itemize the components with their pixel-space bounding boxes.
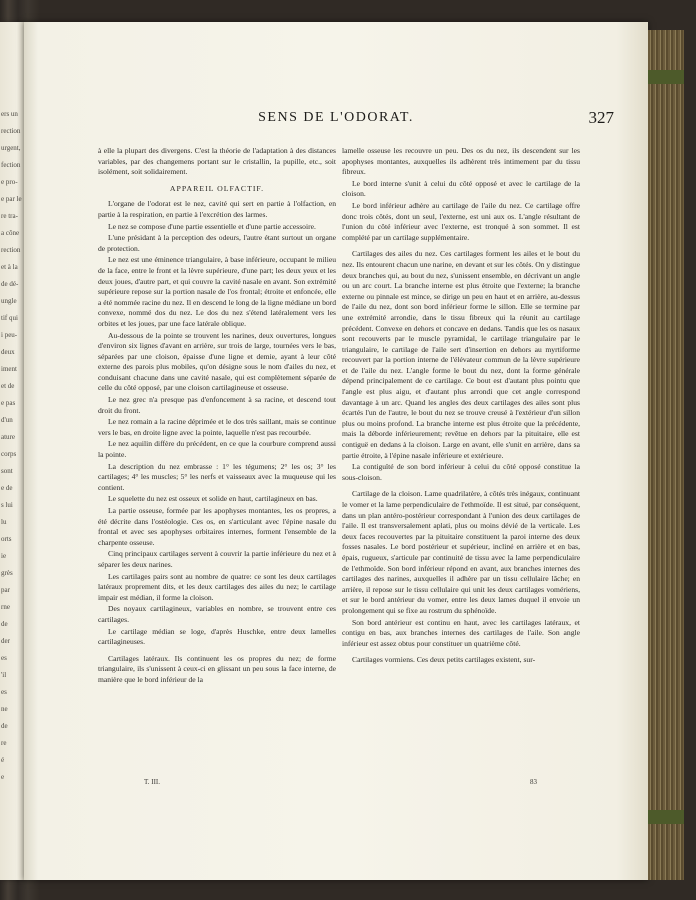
margin-text-fragment: rne xyxy=(1,603,10,611)
previous-page-edge xyxy=(0,22,24,880)
margin-text-fragment: é xyxy=(1,756,5,764)
paragraph: Son bord antérieur est continu en haut, avec les cartilages latéraux, et contigu en bas, aux branches internes des cartilages de l'aile. Son angle inférieur est assez obtus pour constituer un quatrième côté. xyxy=(342,617,580,648)
margin-text-fragment: re tra- xyxy=(1,212,18,220)
page-number: 327 xyxy=(588,108,614,127)
margin-text-fragment: et à la xyxy=(1,263,18,271)
margin-text-fragment: grès xyxy=(1,569,13,577)
paragraph: Des noyaux cartilagineux, variables en nombre, se trouvent entre ces cartilages. xyxy=(98,604,336,624)
margin-text-fragment: es xyxy=(1,654,7,662)
margin-text-fragment: 'il xyxy=(1,671,7,679)
margin-text-fragment: rection xyxy=(1,127,21,135)
paragraph: La description du nez embrasse : 1° les tégumens; 2° les os; 3° les cartilages; 4° les muscles; 5° les nerfs et vaisseaux avec la muqueuse qui les contient. xyxy=(98,461,336,492)
margin-text-fragment: i peu- xyxy=(1,331,18,339)
margin-text-fragment: de xyxy=(1,620,8,628)
volume-mark: T. III. xyxy=(144,778,160,786)
paragraph: Les cartilages pairs sont au nombre de quatre: ce sont les deux cartilages latéraux proprement dits, et les deux cartilages des ailes du nez; le cartilage impair est médian, il forme la cloison. xyxy=(98,571,336,602)
left-text-column xyxy=(98,146,336,687)
paragraph: Le nez romain a la racine déprimée et le dos très saillant, mais se continue vers le bas, en droite ligne avec la pointe, laquelle n'est pas recourbée. xyxy=(98,417,336,437)
paragraph: Cartilages vormiens. Ces deux petits cartilages existent, sur- xyxy=(352,655,536,665)
margin-text-fragment: e par le xyxy=(1,195,22,203)
paragraph: Cartilage de la cloison. Lame quadrilatère, à côtés très inégaux, continuant le vomer et la lame perpendiculaire de l'ethmoïde. Il est situé, par conséquent, dans un plan antéro-postérieur correspondant à l'union des deux cartilages de l'aile. Il est transversalement aplati, plus ou moins dévié de la verticale. Les deux faces recouvertes par la pituitaire constituent la paroi interne des deux fosses nasales. Le bord postérieur et supérieur, incliné en arrière et en bas, épais, rugueux, s'articule par continuité de tissu avec la lame perpendiculaire de l'ethmoïde. Son bord inférieur répond en avant, aux branches internes des cartilages des narines, auxquelles il adhère par un tissu cellulaire lâche; en arrière, il repose sur le tissu cellulaire qui unit les deux cartilages vomériens, et sur le bord antérieur du vomer, entre les deux lames duquel il envoie un prolongement qui se fixe au rostrum du sphénoïde. xyxy=(342,489,580,615)
paragraph: La partie osseuse, formée par les apophyses montantes, les os propres, a été décrite dans l'ostéologie. Ces os, en s'articulant avec l'épine nasale du frontal et avec ses apophyses orbitaires internes, forment l'ensemble de la charpente osseuse. xyxy=(98,506,336,547)
paragraph: Le bord interne s'unit à celui du côté opposé et avec le cartilage de la cloison. xyxy=(342,178,580,199)
right-text-column xyxy=(342,146,580,667)
margin-text-fragment: ie xyxy=(1,552,7,560)
paragraph: lamelle osseuse les recouvre un peu. Des os du nez, ils descendent sur les apophyses montantes, auxquelles ils adhèrent très intimement par du tissu fibreux. xyxy=(342,146,580,177)
margin-text-fragment: e pro- xyxy=(1,178,18,186)
margin-text-fragment: s lui xyxy=(1,501,13,509)
paragraph: Le nez grec n'a presque pas d'enfoncement à sa racine, et descend tout droit du front. xyxy=(98,395,336,415)
margin-text-fragment: rection xyxy=(1,246,21,254)
margin-text-fragment: es xyxy=(1,688,7,696)
margin-text-fragment: de dé- xyxy=(1,280,19,288)
margin-text-fragment: e pas xyxy=(1,399,16,407)
paragraph: La contiguïté de son bord inférieur à celui du côté opposé constitue la sous-cloison. xyxy=(342,462,580,482)
paragraph: à elle la plupart des divergens. C'est la théorie de l'adaptation à des distances variables, par des changemens portant sur le cristallin, la pupille, etc., soit isolément, soit solidairement. xyxy=(98,146,336,177)
paragraph: Cartilages latéraux. Ils continuent les os propres du nez; de forme triangulaire, ils s'unissent à ceux-ci en glissant un peu sous la face interne, de manière que le bord inférieur de la xyxy=(98,653,336,684)
margin-text-fragment: et de xyxy=(1,382,15,390)
margin-text-fragment: iment xyxy=(1,365,17,373)
margin-text-fragment: e xyxy=(1,773,5,781)
margin-text-fragment: deux xyxy=(1,348,15,356)
margin-text-fragment: ers un xyxy=(1,110,18,118)
paragraph: Le nez est une éminence triangulaire, à base inférieure, occupant le milieu de la face, entre le front et la lèvre supérieure, d'une part; les deux yeux et les deux joues, d'autre part, et qui couvre la cavité nasale en avant. Son extrémité supérieure repose sur la portion nasale de l'os frontal; étroite et enfoncée, elle a été nommée racine du nez. Il en descend le long de la ligne médiane un bord convexe, nommé dos du nez. Le dos du nez s'étend latéralement vers les orbites et les joues, par une face latérale oblique. xyxy=(98,255,336,328)
paragraph: Cartilages des ailes du nez. Ces cartilages forment les ailes et le bout du nez. Ils entourent chacun une narine, en devant et sur les côtés. On y distingue deux branches qui, au bout du nez, s'unissent ensemble, en décrivant un angle ou un arc court. La branche interne est plus étroite que l'externe; la branche externe ou pinnale est mince, se dirige un peu en haut et en arrière, au-dessus de l'aile du nez, dont son bord inférieur forme le sillon. Elle se termine par une extrémité arrondie, dans le tissu fibreux qui la réunit au cartilage précédent. Convexe en dehors et concave en dedans. Tandis que les os nasaux sont recouverts par le muscle pyramidal, le cartilage triangulaire par le triangulaire, le cartilage de l'aile sert d'insertion en dehors au myrtiforme recouvert par la portion interne de l'élévateur commun de la lèvre supérieure et de l'aile du nez. L'angle forme le bout du nez, dont la forme générale dépend principalement de ce cartilage. Ce bout est d'autant plus pointu que l'angle est plus aigu, et d'autant plus arrondi que cet angle correspond davantage à un arc. Quand les angles des deux cartilages des ailes sont plus écartés l'un de l'autre, le bout du nez se trouve creusé à l'extérieur d'un sillon plus ou moins profond. La branche interne est plus étroite que la précédente, mais la déborde inférieurement; revêtue en dehors par la pituitaire, elle est contiguë en dedans à la cloison. Large en avant, elle s'unit en arrière, dans sa partie étroite, à l'épine nasale inférieure et extérieure. xyxy=(342,249,580,460)
margin-text-fragment: tif qui xyxy=(1,314,18,322)
margin-text-fragment: re xyxy=(1,739,7,747)
margin-text-fragment: ne xyxy=(1,705,8,713)
signature-number: 83 xyxy=(530,778,537,786)
paragraph: Cinq principaux cartilages servent à couvrir la partie inférieure du nez et à séparer les deux narines. xyxy=(98,549,336,569)
paragraph: Au-dessous de la pointe se trouvent les narines, deux ouvertures, longues d'environ six lignes d'avant en arrière, sur trois de large, tournées vers le bas, séparées par une cloison, épaisse d'une ligne et demie, ayant à leur côté externe des parois plus mobiles, qu'on désigne sous le nom d'ailes du nez, et conduisant chacune dans une cavité nasale, qui est complètement séparée de celle du côté opposé, par une cloison cartilagineuse et osseuse. xyxy=(98,330,336,393)
running-header: SENS DE L'ODORAT. xyxy=(258,110,414,125)
margin-text-fragment: par xyxy=(1,586,10,594)
margin-text-fragment: de xyxy=(1,722,8,730)
paragraph: Le nez aquilin diffère du précédent, en ce que la courbure comprend aussi la pointe. xyxy=(98,439,336,460)
book-page xyxy=(24,22,648,880)
margin-text-fragment: ungle xyxy=(1,297,17,305)
section-heading: APPAREIL OLFACTIF. xyxy=(169,183,265,193)
margin-text-fragment: der xyxy=(1,637,10,645)
paragraph: Le nez se compose d'une partie essentielle et d'une partie accessoire. xyxy=(108,221,316,231)
paragraph: Le squelette du nez est osseux et solide en haut, cartilagineux en bas. xyxy=(108,494,318,504)
margin-text-fragment: d'un xyxy=(1,416,13,424)
paragraph: L'une présidant à la perception des odeurs, l'autre étant surtout un organe de protection. xyxy=(98,233,336,253)
margin-text-fragment: corps xyxy=(1,450,17,458)
paragraph: L'organe de l'odorat est le nez, cavité qui sert en partie à l'olfaction, en partie à la respiration, en partie à l'excrétion des larmes. xyxy=(98,199,336,219)
paragraph: Le bord inférieur adhère au cartilage de l'aile du nez. Ce cartilage offre donc trois côtés, dont un seul, l'externe, est uni aux os. L'angle résultant de l'union du côté inférieur avec l'externe, est tronqué à son sommet. Il est complété par un cartilage supplémentaire. xyxy=(342,200,580,242)
paragraph: Le cartilage médian se loge, d'après Huschke, entre deux lamelles cartilagineuses. xyxy=(98,626,336,647)
page-block-edge xyxy=(648,30,684,880)
margin-text-fragment: e de xyxy=(1,484,13,492)
margin-text-fragment: sont xyxy=(1,467,13,475)
margin-text-fragment: fection xyxy=(1,161,21,169)
margin-text-fragment: ature xyxy=(1,433,15,441)
margin-text-fragment: orts xyxy=(1,535,12,543)
margin-text-fragment: lu xyxy=(1,518,7,526)
margin-text-fragment: urgent, xyxy=(1,144,21,152)
margin-text-fragment: a cône xyxy=(1,229,20,237)
